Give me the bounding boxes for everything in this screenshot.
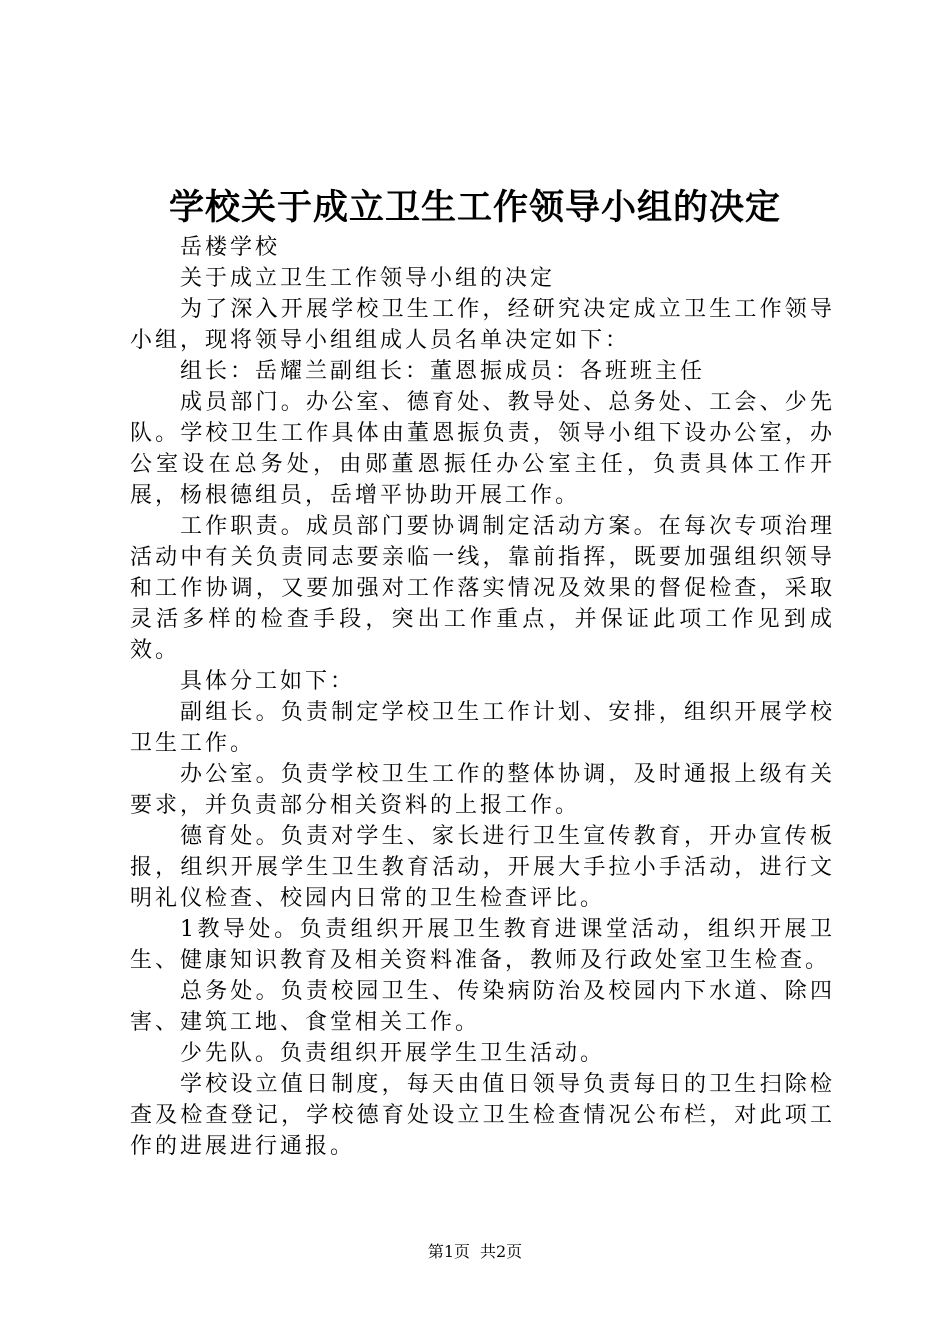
paragraph-vice-leader: 副组长。负责制定学校卫生工作计划、安排，组织开展学校卫生工作。	[130, 700, 835, 756]
document-body	[130, 232, 835, 1162]
paragraph-duties: 工作职责。成员部门要协调制定活动方案。在每次专项治理活动中有关负责同志要亲临一线，靠前指挥，既要加强组织领导和工作协调，又要加强对工作落实情况及效果的督促检查，采取灵活多样的检查手段，突出工作重点，并保证此项工作见到成效。	[130, 514, 835, 663]
page-number: 第1页	[427, 1242, 470, 1261]
paragraph-teaching-affairs: 1教导处。负责组织开展卫生教育进课堂活动，组织开展卫生、健康知识教育及相关资料准备，教师及行政处室卫生检查。	[130, 917, 835, 973]
paragraph-young-pioneers: 少先队。负责组织开展学生卫生活动。	[180, 1041, 606, 1066]
paragraph-duty-system: 学校设立值日制度，每天由值日领导负责每日的卫生扫除检查及检查登记，学校德育处设立卫生检查情况公布栏，对此项工作的进展进行通报。	[130, 1072, 835, 1159]
paragraph-division-heading: 具体分工如下：	[180, 669, 356, 694]
paragraph-leaders: 组长：岳耀兰副组长：董恩振成员：各班班主任	[180, 359, 706, 384]
paragraph-subtitle: 关于成立卫生工作领导小组的决定	[180, 266, 556, 291]
paragraph-member-departments: 成员部门。办公室、德育处、教导处、总务处、工会、少先队。学校卫生工作具体由董恩振负责，领导小组下设办公室，办公室设在总务处，由郧董恩振任办公室主任，负责具体工作开展，杨根德组员，岳增平协助开展工作。	[130, 390, 835, 508]
paragraph-general-affairs: 总务处。负责校园卫生、传染病防治及校园内下水道、除四害、建筑工地、食堂相关工作。	[130, 979, 835, 1035]
paragraph-school-name: 岳楼学校	[180, 235, 281, 260]
paragraph-office: 办公室。负责学校卫生工作的整体协调，及时通报上级有关要求，并负责部分相关资料的上报工作。	[130, 762, 835, 818]
paragraph-intro: 为了深入开展学校卫生工作，经研究决定成立卫生工作领导小组，现将领导小组组成人员名单决定如下：	[130, 297, 835, 353]
page-total: 共2页	[480, 1242, 523, 1261]
paragraph-moral-education: 德育处。负责对学生、家长进行卫生宣传教育，开办宣传板报，组织开展学生卫生教育活动，开展大手拉小手活动，进行文明礼仪检查、校园内日常的卫生检查评比。	[130, 824, 835, 911]
document-title: 学校关于成立卫生工作领导小组的决定	[168, 187, 781, 228]
page-footer	[0, 1240, 950, 1264]
